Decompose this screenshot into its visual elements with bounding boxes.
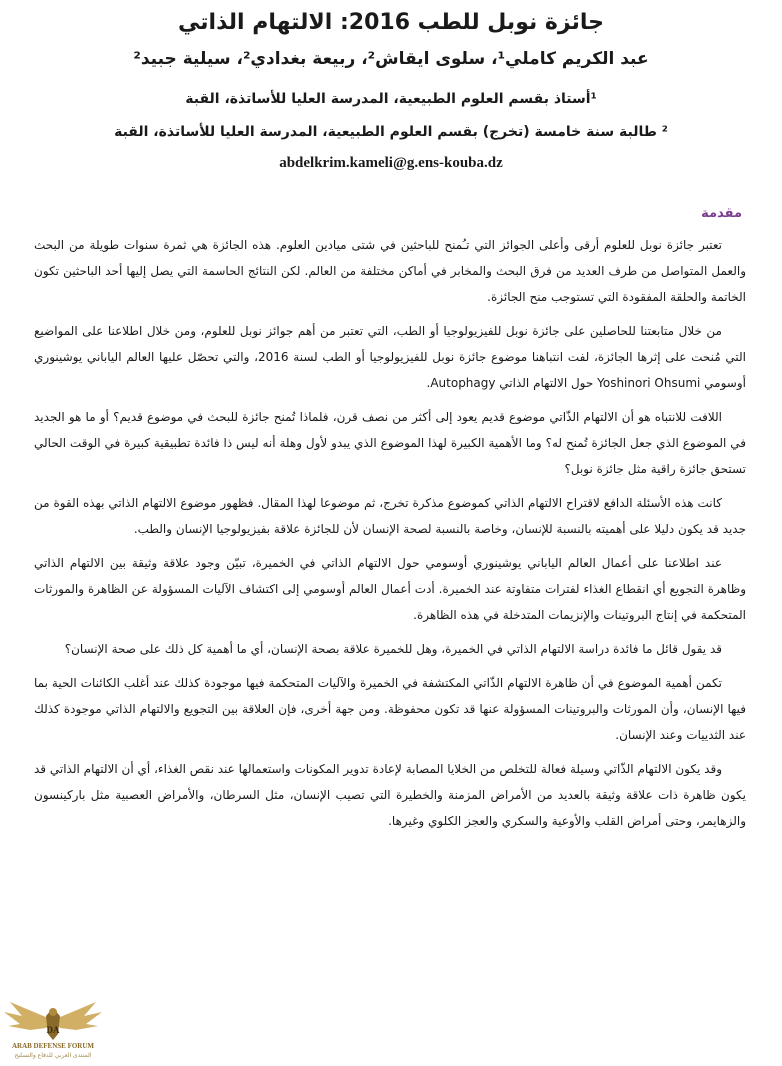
paragraph-5: عند اطلاعنا على أعمال العالم الياباني يوشينوري أوسومي حول الالتهام الذاتي في الخميرة، تبيّن وجود علاقة وثيقة بين الالتهام الذاتي وظاهرة التجويع أي انقطاع الغذاء لفترات متفاوتة عند الخميرة. أدت أعمال العالم أوسومي إلى اكتشاف الآليات المسؤولة عن الظاهرة والمورثات المتحكمة في إنتاج البروتينات والإنزيمات المتدخلة في هذه الظاهرة. [34, 556, 746, 622]
paragraph-6: قد يقول قائل ما فائدة دراسة الالتهام الذاتي في الخميرة، وهل للخميرة علاقة بصحة الإنسان، أي ما أهمية كل ذلك على صحة الإنسان؟ [64, 642, 722, 656]
section-heading: مقدمة [701, 206, 742, 221]
author-email[interactable]: abdelkrim.kameli@g.ens-kouba.dz [279, 155, 503, 171]
paragraph-4: كانت هذه الأسئلة الدافع لاقتراح الالتهام الذاتي كموضوع مذكرة تخرج، ثم موضوعا لهذا المقال. فظهور موضوع الالتهام الذاتي بهذه القوة من جديد قد يكون دليلا على أهميته بالنسبة للإنسان، وخاصة بالنسبة لصحة الإنسان لأن للجائزة علاقة بفيزيولوجيا الإنسان والطب. [34, 496, 746, 536]
paragraph-2: من خلال متابعتنا للحاصلين على جائزة نوبل للفيزيولوجيا أو الطب، التي تعتبر من أهم جوائز نوبل للعلوم، ومن خلال اطلاعنا على المواضيع التي مُنحت على إثرها الجائزة، لفت انتباهنا موضوع جائزة نوبل للفيزيولوجيا أو الطب لسنة 2016، والتي تحصّل عليها العالم الياباني يوشينوري أوسومي Yoshinori Ohsumi حول الالتهام الذاتي Autophagy. [34, 324, 746, 390]
logo-letters: DA [46, 1025, 60, 1035]
affiliation-1: ¹أستاذ بقسم العلوم الطبيعية، المدرسة العليا للأساتذة، القبة [185, 91, 597, 107]
paragraph-1: تعتبر جائزة نوبل للعلوم أرقى وأعلى الجوائز التي تـُمنح للباحثين في شتى ميادين العلوم. هذه الجائزة هي ثمرة سنوات طويلة من البحث والعمل المتواصل من طرف العديد من فرق البحث والمخابر في أماكن مختلفة من العالم. لكن النتائج الحاسمة التي يصل إليها أحد الباحثين تكون الخاتمة والحلقة المفقودة التي تستوجب منح الجائزة. [34, 238, 746, 304]
eagle-emblem-icon [0, 990, 106, 1046]
paragraph-7: تكمن أهمية الموضوع في أن ظاهرة الالتهام الذّاتي المكتشفة في الخميرة والآليات المتحكمة فيها موجودة كذلك عند أغلب الكائنات الحية بما فيها الإنسان، وأن المورثات والبروتينات المسؤولة عنها قد تكون محفوظة. ومن جهة أخرى، فإن العلاقة بين التجويع والالتهام الذاتي موجودة كذلك عند الثدييات وعند الإنسان. [34, 676, 746, 742]
body-text [34, 232, 746, 842]
affiliation-2: ² طالبة سنة خامسة (تخرج) بقسم العلوم الطبيعية، المدرسة العليا للأساتذة، القبة [114, 124, 668, 140]
authors-line: عبد الكريم كاملي¹، سلوى ايقاش²، ربيعة بغدادي²، سيلية جبيد² [133, 49, 649, 69]
paragraph-3: اللافت للانتباه هو أن الالتهام الذّاتي موضوع قديم يعود إلى أكثر من نصف قرن، فلماذا تُمنح جائزة للبحث في موضوع قديم؟ أو ما هو الجديد في الموضوع الذي جعل الجائزة تُمنح له؟ وما الأهمية الكبيرة لهذا الموضوع الذي يبدو لأول وهلة أنه ليس ذا فائدة تطبيقية كبيرة في الوقت الحالي تستحق جائزة راقية مثل جائزة نوبل؟ [34, 410, 746, 476]
paragraph-8: وقد يكون الالتهام الذّاتي وسيلة فعالة للتخلص من الخلايا المصابة لإعادة تدوير المكونات واستعمالها عند نقص الغذاء، أي أن الالتهام الذاتي قد يكون ظاهرة ذات علاقة وثيقة بالعديد من الأمراض المزمنة والخطيرة التي تصيب الإنسان، مثل السرطان، والأمراض العصبية مثل باركينسون والزهايمر، وحتى أمراض القلب والأوعية والسكري والعجز الكلوي وغيرها. [34, 762, 746, 828]
logo-name-en: ARAB DEFENSE FORUM [11, 1042, 95, 1050]
paper-title: جائزة نوبل للطب 2016: الالتهام الذاتي [178, 10, 604, 35]
logo-name-ar: المنتدى العربي للدفاع والتسليح [14, 1052, 92, 1059]
forum-watermark-logo [0, 990, 106, 1066]
